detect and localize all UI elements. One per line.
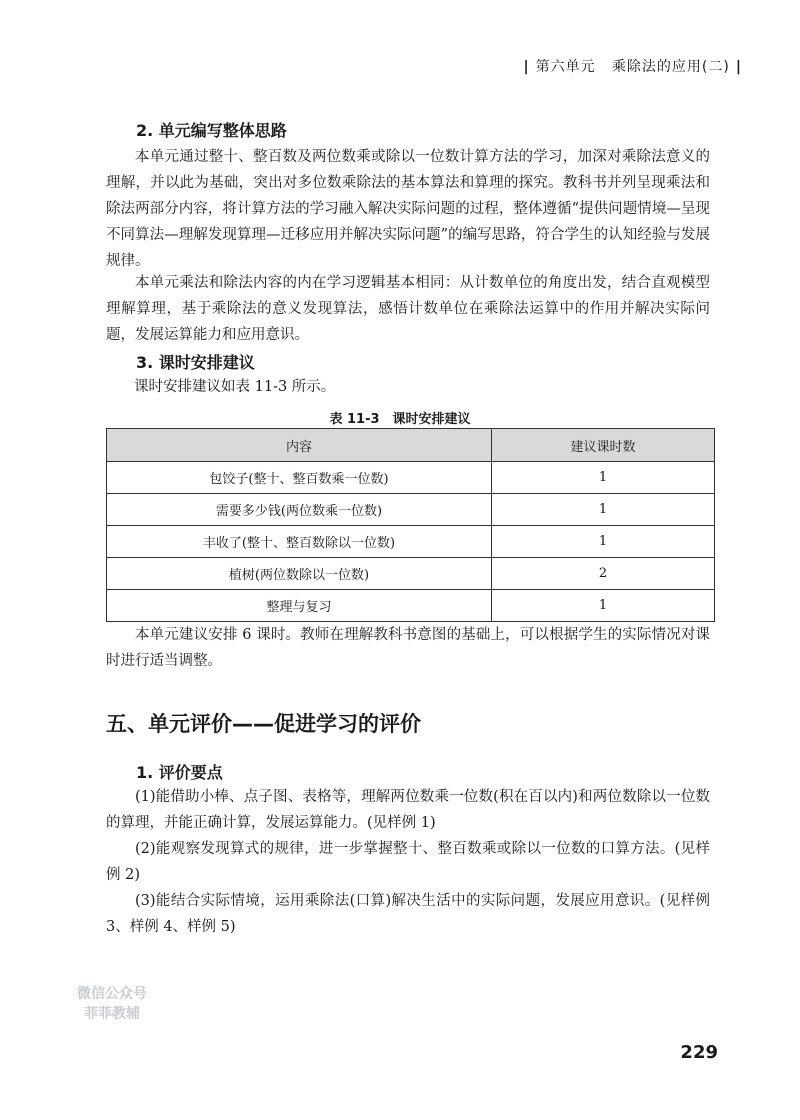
- cell-content: 需要多少钱(两位数乘一位数): [107, 494, 492, 526]
- cell-hours: 1: [492, 494, 715, 526]
- header-title: 乘除法的应用(二): [611, 59, 730, 75]
- header-divider: |: [735, 59, 742, 75]
- column-header-hours: 建议课时数: [492, 429, 715, 462]
- watermark-line-1: 微信公众号: [77, 986, 147, 1002]
- table-header-row: [107, 429, 715, 462]
- paragraph-lesson-plan-after: 本单元建议安排 6 课时。教师在理解教科书意图的基础上，可以根据学生的实际情况对课时进行适当调整。: [106, 627, 710, 669]
- paragraph-writing-ideas-2: 本单元乘法和除法内容的内在学习逻辑基本相同：从计数单位的角度出发，结合直观模型理解算理，基于乘除法的意义发现算法，感悟计数单位在乘除法运算中的作用并解决实际问题，发展运算能力和应用意识。: [106, 275, 710, 343]
- section-heading-assessment: 五、单元评价——促进学习的评价: [106, 712, 421, 736]
- assessment-point-3: (3)能结合实际情境，运用乘除法(口算)解决生活中的实际问题，发展应用意识。(见样例 3、样例 4、样例 5): [106, 893, 710, 935]
- watermark-line-2: 菲菲教辅: [84, 1006, 140, 1022]
- paragraph-lesson-plan-intro: 课时安排建议如表 11-3 所示。: [134, 379, 336, 395]
- cell-content: 包饺子(整十、整百数乘一位数): [107, 462, 492, 494]
- paragraph-writing-ideas-1: 本单元通过整十、整百数及两位数乘或除以一位数计算方法的学习，加深对乘除法意义的理解，并以此为基础，突出对多位数乘除法的基本算法和算理的探究。教科书并列呈现乘法和除法两部分内容，将计算方法的学习融入解决实际问题的过程，整体遵循“提供问题情境—呈现不同算法—理解发现算理—迁移应用并解决实际问题”的编写思路，符合学生的认知经验与发展规律。: [106, 149, 710, 269]
- table-row: [107, 494, 715, 526]
- table-row: [107, 590, 715, 622]
- section-heading-writing-ideas: 2. 单元编写整体思路: [136, 121, 287, 140]
- lesson-hours-table: [106, 428, 715, 622]
- cell-content: 植树(两位数除以一位数): [107, 558, 492, 590]
- watermark: [62, 984, 162, 1024]
- assessment-point-2: (2)能观察发现算式的规律，进一步掌握整十、整百数乘或除以一位数的口算方法。(见样例 2): [106, 841, 710, 883]
- table-row: [107, 558, 715, 590]
- running-header: [517, 56, 748, 76]
- table-caption: 表 11-3 课时安排建议: [329, 412, 471, 427]
- table-row: [107, 462, 715, 494]
- header-divider: |: [523, 59, 530, 75]
- table-row: [107, 526, 715, 558]
- page-number: 229: [680, 1042, 718, 1063]
- cell-hours: 1: [492, 590, 715, 622]
- section-heading-lesson-plan: 3. 课时安排建议: [136, 353, 255, 372]
- cell-content: 丰收了(整十、整百数除以一位数): [107, 526, 492, 558]
- cell-hours: 1: [492, 462, 715, 494]
- cell-hours: 2: [492, 558, 715, 590]
- header-unit: 第六单元: [535, 59, 596, 75]
- assessment-point-1: (1)能借助小棒、点子图、表格等，理解两位数乘一位数(积在百以内)和两位数除以一位数的算理，并能正确计算，发展运算能力。(见样例 1): [106, 789, 710, 831]
- sub-heading-assessment-points: 1. 评价要点: [136, 763, 223, 782]
- column-header-content: 内容: [107, 429, 492, 462]
- cell-hours: 1: [492, 526, 715, 558]
- cell-content: 整理与复习: [107, 590, 492, 622]
